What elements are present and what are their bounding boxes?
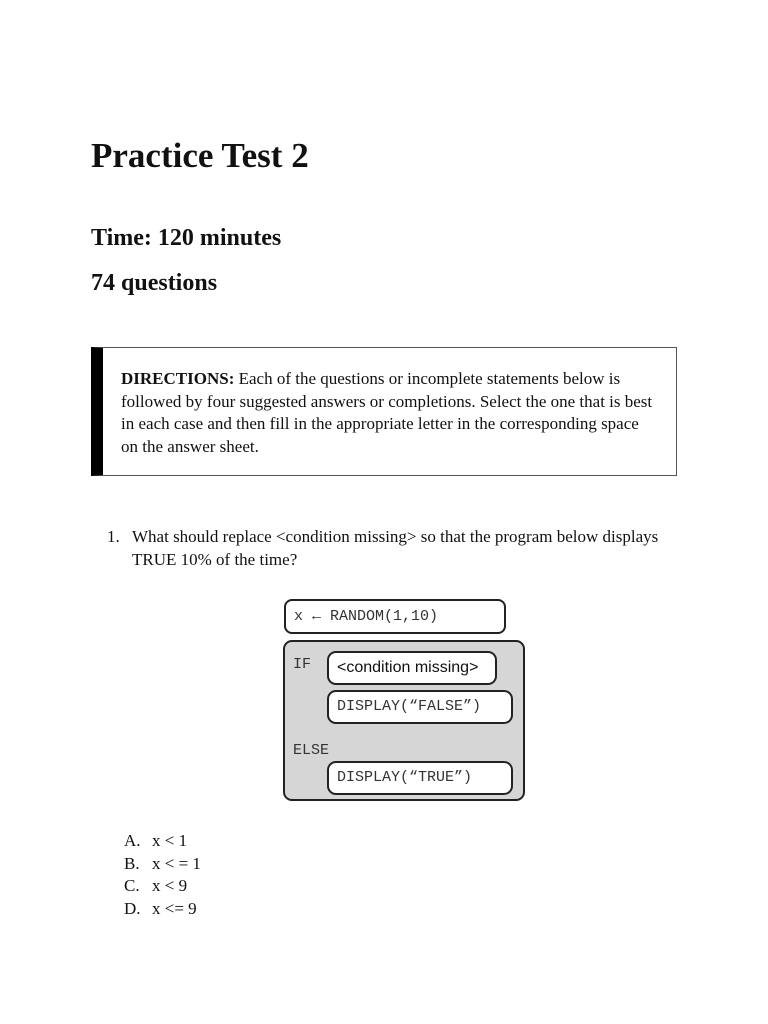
question-count: 74 questions xyxy=(91,270,218,296)
directions-label: DIRECTIONS: xyxy=(121,369,235,388)
choice-c[interactable] xyxy=(124,875,201,898)
choice-b[interactable] xyxy=(124,853,201,876)
choice-text: x < 9 xyxy=(152,876,188,895)
code-assign-block: x ← RANDOM(1,10) xyxy=(284,599,506,634)
choice-d[interactable] xyxy=(124,898,201,921)
code-if-keyword: IF xyxy=(293,656,312,673)
choice-text: x <= 9 xyxy=(152,898,197,918)
code-condition-block: <condition missing> xyxy=(327,651,497,685)
choice-letter: A. xyxy=(124,831,141,850)
choice-letter: D. xyxy=(124,898,141,918)
page-title: Practice Test 2 xyxy=(91,136,309,175)
choice-text: x < 1 xyxy=(152,831,188,850)
choice-letter: B. xyxy=(124,853,140,873)
directions-box xyxy=(91,347,677,476)
code-else-statement: DISPLAY(“TRUE”) xyxy=(327,761,513,795)
choice-text: x < = 1 xyxy=(152,853,201,873)
question-1 xyxy=(107,526,667,571)
code-else-keyword: ELSE xyxy=(293,742,330,759)
choice-a[interactable] xyxy=(124,830,201,853)
question-number: 1. xyxy=(107,527,120,546)
choice-letter: C. xyxy=(124,876,140,895)
code-if-else-block xyxy=(283,640,525,801)
question-text: What should replace <condition missing> so that the program below displays TRUE 10% of the time? xyxy=(132,527,659,569)
directions-text: Each of the questions or incomplete statements below is followed by four suggested answers or completions. Select the one that is best in each case and then fill in the appropriate letter in the corresponding space on the answer sheet. xyxy=(121,369,653,456)
answer-choices xyxy=(124,830,201,920)
time-limit: Time: 120 minutes xyxy=(91,225,282,251)
code-then-statement: DISPLAY(“FALSE”) xyxy=(327,690,513,724)
